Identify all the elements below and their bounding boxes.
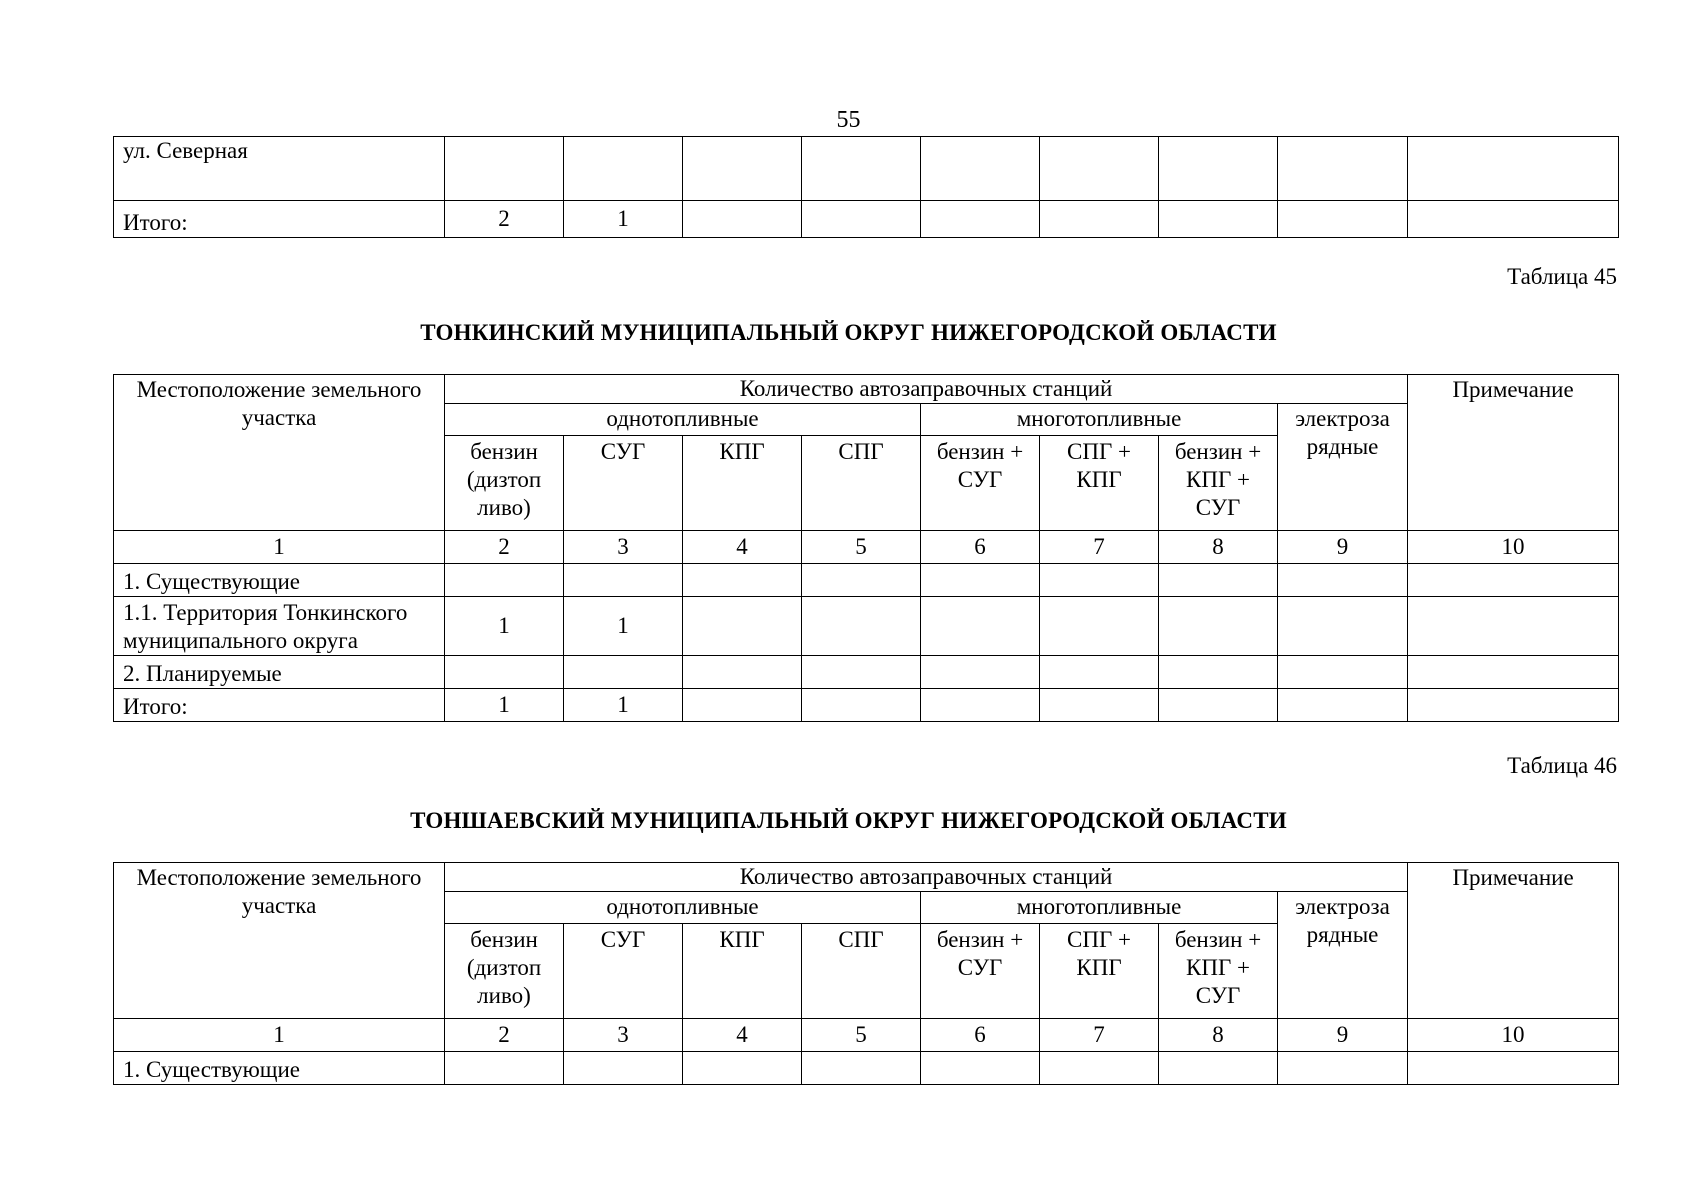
table-caption: Таблица 46 xyxy=(1507,753,1617,778)
gas-stations-table-46 xyxy=(113,862,1619,1085)
row-value xyxy=(1408,656,1619,689)
column-number: 10 xyxy=(1408,531,1619,564)
column-number: 8 xyxy=(1159,531,1278,564)
header-location: Местоположение земельного участка xyxy=(114,375,445,531)
row-value xyxy=(921,201,1040,238)
header-fuel-type: бензин + СУГ xyxy=(921,436,1040,531)
row-value xyxy=(921,1052,1040,1085)
row-value xyxy=(1408,564,1619,597)
header-single-fuel: однотопливные xyxy=(445,892,921,924)
row-value: 1 xyxy=(564,597,683,656)
table-row xyxy=(114,201,1619,238)
table-caption: Таблица 45 xyxy=(1507,264,1617,289)
row-value xyxy=(564,564,683,597)
row-value xyxy=(445,137,564,201)
column-number: 7 xyxy=(1040,531,1159,564)
row-value xyxy=(802,564,921,597)
row-value xyxy=(1408,597,1619,656)
column-number: 1 xyxy=(114,531,445,564)
row-value xyxy=(1408,1052,1619,1085)
row-value xyxy=(1278,597,1408,656)
row-value xyxy=(683,1052,802,1085)
row-value xyxy=(1278,656,1408,689)
header-fuel-type: СПГ xyxy=(802,436,921,531)
row-value xyxy=(1040,689,1159,722)
row-label: 1. Существующие xyxy=(114,1052,445,1085)
row-label: 2. Планируемые xyxy=(114,656,445,689)
column-number: 4 xyxy=(683,531,802,564)
header-electric: электроза рядные xyxy=(1278,892,1408,1019)
row-value xyxy=(1408,689,1619,722)
row-label: Итого: xyxy=(114,689,445,722)
row-value xyxy=(1040,597,1159,656)
column-number: 2 xyxy=(445,1019,564,1052)
row-value xyxy=(683,564,802,597)
row-value xyxy=(802,1052,921,1085)
column-number: 1 xyxy=(114,1019,445,1052)
row-value xyxy=(445,1052,564,1085)
row-label: 1. Существующие xyxy=(114,564,445,597)
row-label: ул. Северная xyxy=(114,137,445,201)
column-number: 6 xyxy=(921,1019,1040,1052)
row-value xyxy=(802,689,921,722)
header-fuel-type: КПГ xyxy=(683,436,802,531)
row-value xyxy=(1278,689,1408,722)
header-note: Примечание xyxy=(1408,863,1619,1019)
header-fuel-type: бензин (дизтоп ливо) xyxy=(445,924,564,1019)
header-fuel-type: бензин + КПГ + СУГ xyxy=(1159,924,1278,1019)
row-value xyxy=(445,656,564,689)
row-value xyxy=(1040,1052,1159,1085)
header-multi-fuel: многотопливные xyxy=(921,892,1278,924)
header-electric: электроза рядные xyxy=(1278,404,1408,531)
header-station-count: Количество автозаправочных станций xyxy=(445,375,1408,404)
row-value xyxy=(1408,201,1619,238)
row-value xyxy=(1040,137,1159,201)
column-number: 8 xyxy=(1159,1019,1278,1052)
header-location: Местоположение земельного участка xyxy=(114,863,445,1019)
column-number: 2 xyxy=(445,531,564,564)
row-value: 1 xyxy=(564,689,683,722)
header-fuel-type: бензин + КПГ + СУГ xyxy=(1159,436,1278,531)
row-value xyxy=(1278,1052,1408,1085)
row-value: 1 xyxy=(564,201,683,238)
row-value xyxy=(1040,201,1159,238)
header-fuel-type: КПГ xyxy=(683,924,802,1019)
row-value xyxy=(1278,564,1408,597)
row-value xyxy=(802,656,921,689)
row-value xyxy=(1159,1052,1278,1085)
row-value xyxy=(683,689,802,722)
row-value xyxy=(564,137,683,201)
column-number: 9 xyxy=(1278,531,1408,564)
row-value xyxy=(1278,201,1408,238)
header-fuel-type: СПГ + КПГ xyxy=(1040,924,1159,1019)
header-fuel-type: СУГ xyxy=(564,924,683,1019)
column-number: 7 xyxy=(1040,1019,1159,1052)
header-fuel-type: СУГ xyxy=(564,436,683,531)
table-row xyxy=(114,656,1619,689)
row-value xyxy=(921,656,1040,689)
row-value xyxy=(1159,137,1278,201)
header-fuel-type: бензин + СУГ xyxy=(921,924,1040,1019)
table-title: ТОНКИНСКИЙ МУНИЦИПАЛЬНЫЙ ОКРУГ НИЖЕГОРОДСКОЙ ОБЛАСТИ xyxy=(420,320,1277,345)
row-value xyxy=(802,137,921,201)
column-number: 10 xyxy=(1408,1019,1619,1052)
row-value xyxy=(564,1052,683,1085)
row-value xyxy=(921,137,1040,201)
row-label: Итого: xyxy=(114,201,445,238)
column-number: 3 xyxy=(564,1019,683,1052)
row-value xyxy=(921,564,1040,597)
page-number: 55 xyxy=(836,107,861,133)
column-number: 6 xyxy=(921,531,1040,564)
row-value xyxy=(1408,137,1619,201)
row-value xyxy=(1040,564,1159,597)
row-value xyxy=(1159,597,1278,656)
table-row xyxy=(114,597,1619,656)
header-single-fuel: однотопливные xyxy=(445,404,921,436)
continuation-table xyxy=(113,136,1619,238)
table-title: ТОНШАЕВСКИЙ МУНИЦИПАЛЬНЫЙ ОКРУГ НИЖЕГОРОДСКОЙ ОБЛАСТИ xyxy=(410,808,1287,833)
table-row xyxy=(114,689,1619,722)
header-multi-fuel: многотопливные xyxy=(921,404,1278,436)
header-note: Примечание xyxy=(1408,375,1619,531)
row-value xyxy=(445,564,564,597)
column-number: 9 xyxy=(1278,1019,1408,1052)
column-number: 3 xyxy=(564,531,683,564)
row-value xyxy=(921,689,1040,722)
row-value: 1 xyxy=(445,597,564,656)
row-value xyxy=(564,656,683,689)
header-station-count: Количество автозаправочных станций xyxy=(445,863,1408,892)
row-value xyxy=(683,137,802,201)
row-value xyxy=(1278,137,1408,201)
column-number: 4 xyxy=(683,1019,802,1052)
row-value xyxy=(802,597,921,656)
row-value xyxy=(683,201,802,238)
table-row xyxy=(114,564,1619,597)
column-number: 5 xyxy=(802,1019,921,1052)
row-value xyxy=(1159,564,1278,597)
row-value xyxy=(683,656,802,689)
header-fuel-type: СПГ + КПГ xyxy=(1040,436,1159,531)
table-row xyxy=(114,137,1619,201)
row-value xyxy=(1040,656,1159,689)
row-value xyxy=(802,201,921,238)
row-value xyxy=(1159,656,1278,689)
gas-stations-table-45 xyxy=(113,374,1619,722)
row-value xyxy=(1159,689,1278,722)
header-fuel-type: СПГ xyxy=(802,924,921,1019)
header-fuel-type: бензин (дизтоп ливо) xyxy=(445,436,564,531)
row-value: 2 xyxy=(445,201,564,238)
column-number: 5 xyxy=(802,531,921,564)
row-value xyxy=(1159,201,1278,238)
row-value xyxy=(921,597,1040,656)
table-row xyxy=(114,1052,1619,1085)
row-value: 1 xyxy=(445,689,564,722)
row-label: 1.1. Территория Тонкинского муниципального округа xyxy=(114,597,445,656)
row-value xyxy=(683,597,802,656)
